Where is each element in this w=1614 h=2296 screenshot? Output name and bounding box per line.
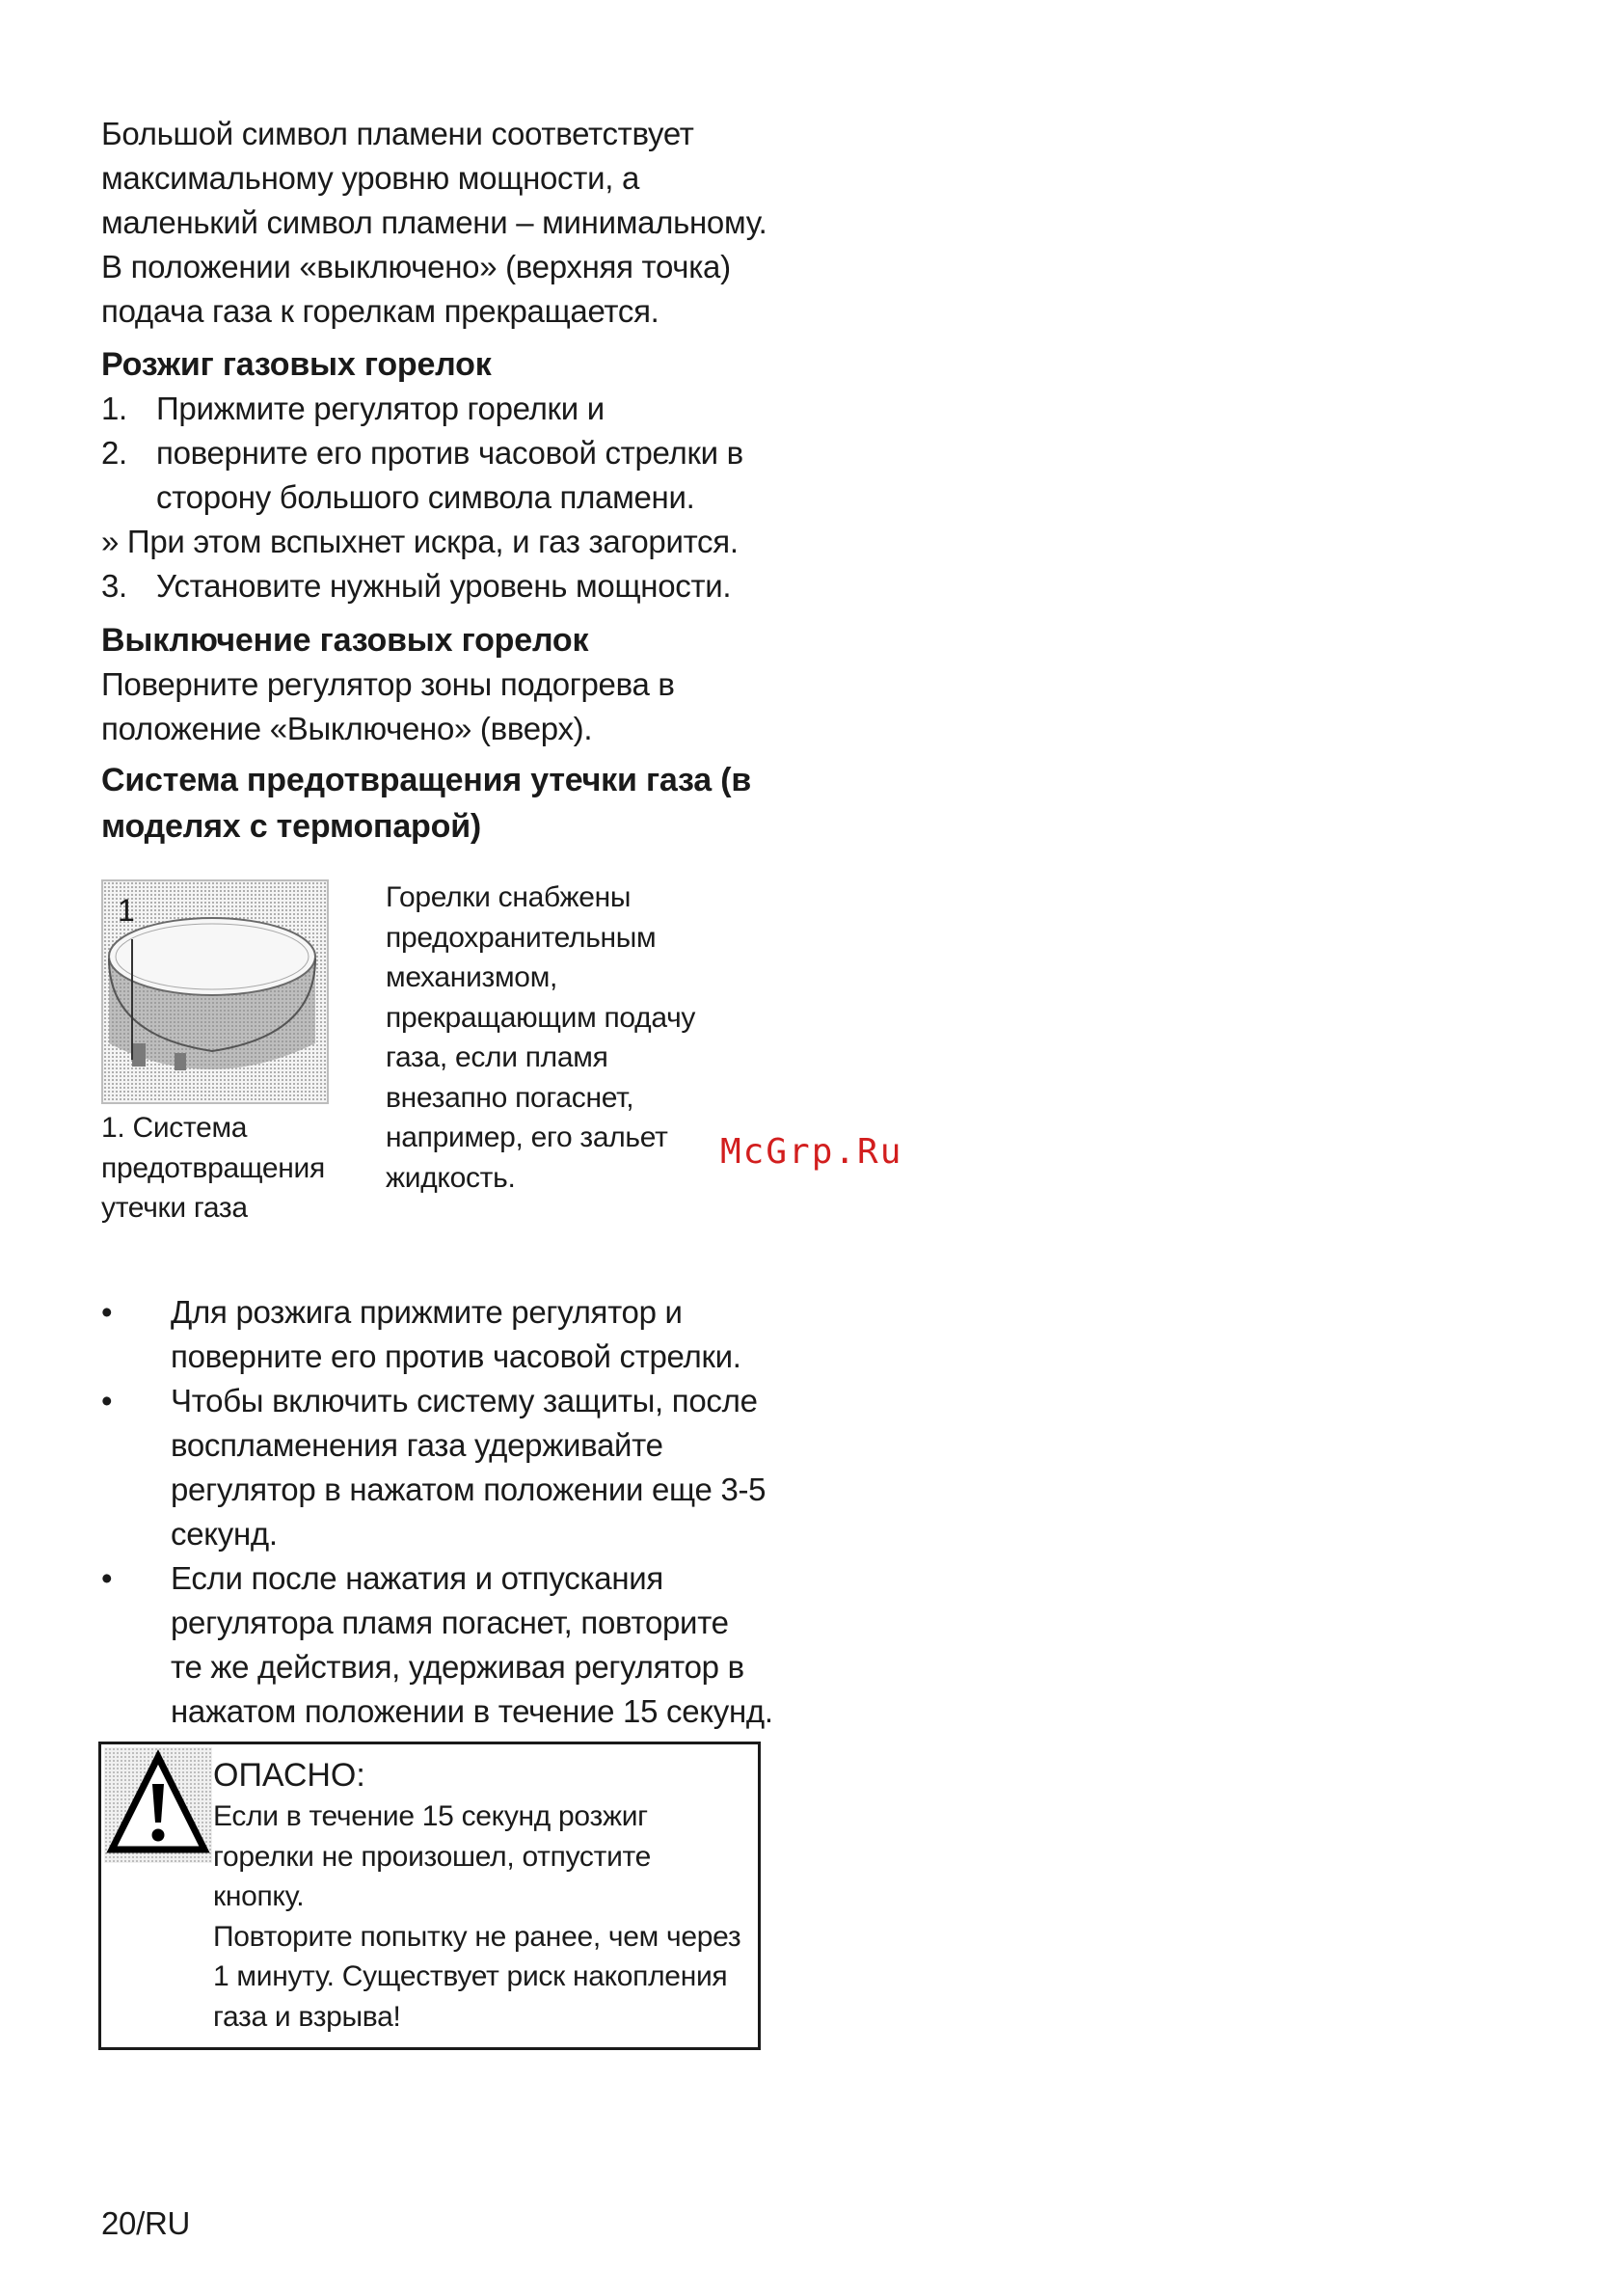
description-line: например, его зальет — [386, 1121, 668, 1153]
warning-line: 1 минуту. Существует риск накопления — [213, 1960, 728, 1992]
caption-line: 1. Система — [101, 1112, 248, 1144]
figure-label: 1 — [118, 893, 135, 928]
bullet-line: Чтобы включить систему защиты, после — [171, 1383, 758, 1418]
description-line: газа, если пламя — [386, 1041, 608, 1073]
intro-paragraph — [101, 112, 767, 334]
shutdown-paragraph — [101, 662, 675, 751]
warning-line: горелки не произошел, отпустите — [213, 1840, 652, 1873]
bullet-line: регулятора пламя погаснет, повторите — [171, 1605, 729, 1640]
step-text: сторону большого символа пламени. — [156, 479, 695, 515]
bullet-line: поверните его против часовой стрелки. — [171, 1338, 741, 1374]
step-number: 3. — [101, 568, 127, 604]
warning-line: Если в течение 15 секунд розжиг — [213, 1800, 648, 1832]
intro-line: маленький символ пламени – минимальному. — [101, 204, 767, 240]
burner-icon — [103, 881, 327, 1102]
burner-figure — [101, 879, 329, 1104]
shutdown-line: положение «Выключено» (вверх). — [101, 711, 593, 746]
bullet-list — [101, 1290, 834, 1743]
warning-line: газа и взрыва! — [213, 2000, 401, 2033]
warning-icon-panel — [104, 1747, 212, 1863]
caption-line: утечки газа — [101, 1192, 248, 1224]
description-line: прекращающим подачу — [386, 1001, 696, 1034]
bullet-symbol: • — [101, 1560, 113, 1596]
bullet-line: Если после нажатия и отпускания — [171, 1560, 663, 1596]
page-number: 20/RU — [101, 2205, 191, 2241]
description-line: механизмом, — [386, 961, 558, 993]
bullet-line: нажатом положении в течение 15 секунд. — [171, 1693, 773, 1729]
bullet-line: воспламенения газа удерживайте — [171, 1427, 663, 1463]
bullet-line: регулятор в нажатом положении еще 3-5 — [171, 1472, 767, 1507]
warning-title: ОПАСНО: — [213, 1757, 365, 1794]
step-number: 2. — [101, 435, 127, 471]
bullet-symbol: • — [101, 1294, 113, 1330]
step-text: Прижмите регулятор горелки и — [156, 391, 605, 426]
intro-line: максимальному уровню мощности, а — [101, 160, 639, 196]
safety-heading-line: Система предотвращения утечки газа (в — [101, 762, 752, 798]
shutdown-heading: Выключение газовых горелок — [101, 622, 589, 659]
figure-caption — [101, 1108, 325, 1229]
intro-line: Большой символ пламени соответствует — [101, 116, 694, 151]
caption-line: предотвращения — [101, 1151, 325, 1184]
step-result: » При этом вспыхнет искра, и газ загорится. — [101, 524, 739, 559]
warning-content — [213, 1754, 740, 2037]
watermark: McGrp.Ru — [720, 1132, 903, 1172]
warning-box — [98, 1742, 761, 2050]
intro-line: подача газа к горелкам прекращается. — [101, 293, 659, 329]
safety-description — [386, 878, 695, 1198]
step-text: поверните его против часовой стрелки в — [156, 435, 743, 471]
safety-heading — [101, 757, 751, 850]
bullet-symbol: • — [101, 1383, 113, 1418]
bullet-line: те же действия, удерживая регулятор в — [171, 1649, 744, 1685]
description-line: внезапно погаснет, — [386, 1081, 634, 1114]
warning-line: Повторите попытку не ранее, чем через — [213, 1920, 741, 1953]
intro-line: В положении «выключено» (верхняя точка) — [101, 249, 731, 284]
description-line: Горелки снабжены — [386, 881, 632, 913]
step-text: Установите нужный уровень мощности. — [156, 568, 732, 604]
description-line: предохранительным — [386, 921, 657, 954]
shutdown-line: Поверните регулятор зоны подогрева в — [101, 666, 675, 702]
description-line: жидкость. — [386, 1161, 516, 1194]
warning-triangle-icon — [104, 1747, 212, 1863]
bullet-line: Для розжига прижмите регулятор и — [171, 1294, 683, 1330]
ignition-steps — [101, 387, 834, 608]
bullet-line: секунд. — [171, 1516, 278, 1552]
safety-heading-line: моделях с термопарой) — [101, 808, 482, 845]
ignition-heading: Розжиг газовых горелок — [101, 346, 492, 383]
warning-line: кнопку. — [213, 1880, 305, 1912]
step-number: 1. — [101, 391, 127, 426]
